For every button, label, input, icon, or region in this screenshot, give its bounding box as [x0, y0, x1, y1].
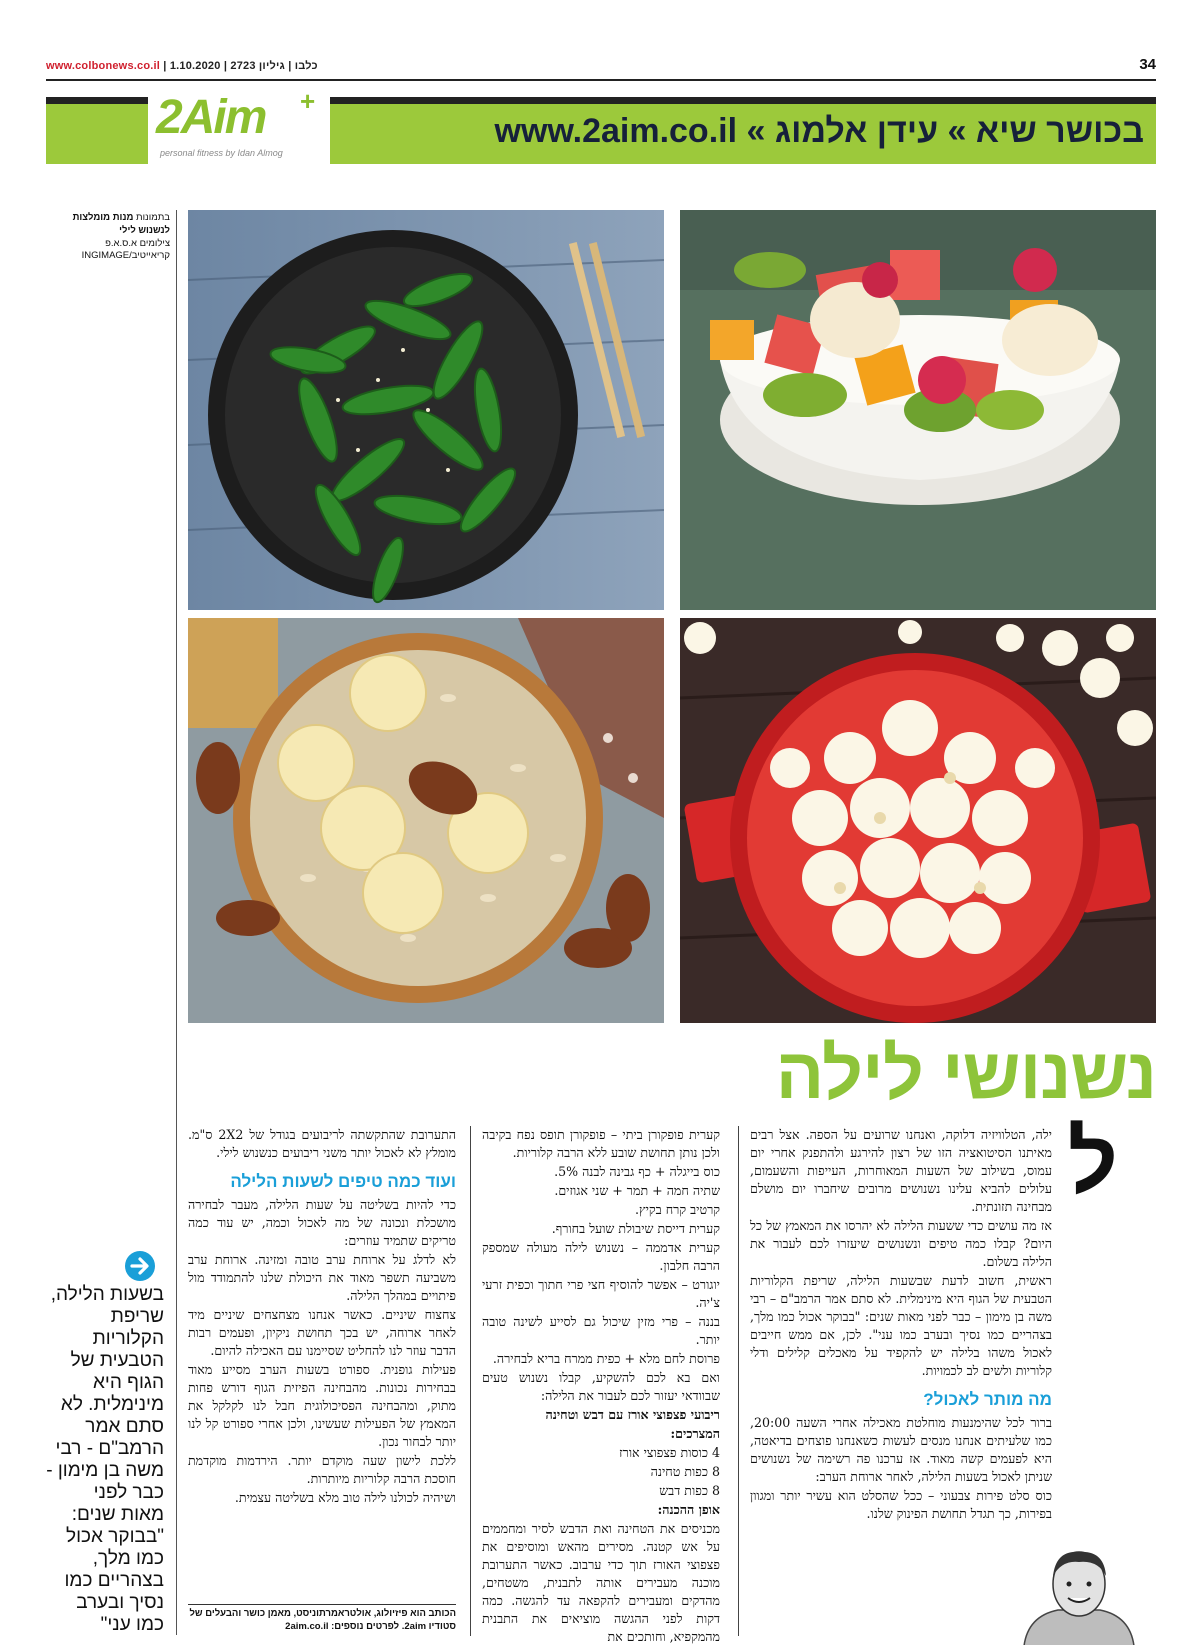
photo-fruit-salad-bowl	[680, 210, 1156, 610]
list-item: בננה – פרי מזין שיכול גם לסייע לשינה טובה יותר.	[482, 1314, 720, 1347]
subheading: מה מותר לאכול?	[923, 1390, 1052, 1409]
list-item: פרוסת לחם מלא + כפית ממרח בריא לבחירה.	[492, 1351, 720, 1366]
column-divider	[470, 1126, 471, 1636]
tip-item: צחצוח שיניים. כאשר אנחנו מצחצחים שיניים מיד לאחר ארוחה, יש בכך תחושת ניקיון, ופעמים רבות הדבר עוזר לנו להחליט שסיימנו עם האכילה להיום.	[188, 1306, 456, 1358]
photo-popcorn-bowl	[680, 618, 1156, 1023]
paragraph: ושיהיה לכולנו לילה טוב מלא בשליטה עצמית.	[234, 1489, 456, 1505]
logo-tagline: personal fitness by Idan Almog	[160, 148, 283, 158]
issue-info	[46, 60, 318, 72]
credit-photographer: צילומים א.ס.א.פ קריאייטיב/INGIMAGE	[81, 237, 170, 262]
top-rule	[46, 79, 1156, 81]
masthead-strip	[46, 58, 1156, 78]
tip-item: לא לדלג על ארוחת ערב טובה ומזינה. ארוחת ערב משביעה תשפר מאוד את היכולת שלנו להתמודד מול פיתויים במהלך הלילה.	[188, 1251, 456, 1303]
list-item: קרטיב קרח בקיץ.	[635, 1202, 720, 1217]
article-column-3	[188, 1126, 456, 1508]
credit-lead: בתמונות	[136, 212, 170, 223]
banner-title: בכושר שיא » עידן אלמוג » www.2aim.co.il	[494, 112, 1144, 150]
logo-wordmark: 2Aim	[156, 91, 266, 144]
photo-edamame-bowl	[188, 210, 664, 610]
article-column-1	[750, 1126, 1052, 1524]
method-text: מכניסים את הטחינה ואת הדבש לסיר ומחממים על אש קטנה. מסירים מהאש ומוסיפים את פצפוצי האורז תוך כדי ערבוב. כאשר התערובת מוכנה מעבירים אותה לתבנית, משטחים, מהדקים ומעבירים להקפאה עד להגשה. כמה דקות לפני ההגשה מוציאים את התבנית מהמקפיא, וחותכים את	[482, 1521, 720, 1644]
site-url[interactable]: www.colbonews.co.il	[46, 60, 161, 72]
credit-caption: מנות מומלצות לנשנוש לילי	[72, 212, 170, 236]
author-byline: הכותב הוא פיזיולוג, אולטראמרתוניסט, מאמן כושר והבעלים של סטודיו 2aim. לפרטים נוספים: 2aim.co.il	[188, 1604, 456, 1634]
paragraph: ילה, הטלוויזיה דלוקה, ואנחנו שרועים על הספה. אצל רבים מאיתנו הסיטואציה הזו של רצון להירגע ולהתפנק אחרי יום עמוס, בשילוב של השעות המאוחרות, העייפות והשעמום, עלולים להביא עלינו נשנושים מרובים שיחברו יום מושלם מבחינה תזונתית.	[750, 1127, 1052, 1214]
logo-plus: +	[300, 86, 316, 116]
paragraph: כוס סלט פירות צבעוני – ככל שהסלט הוא עשיר יותר ומגוון בפירות, כך תגדל תחושת הפינוק שלנו.	[750, 1487, 1052, 1521]
list-item: יוגורט – אפשר להוסיף חצי פרי חתוך וכפית זרעי צ'יה.	[482, 1277, 720, 1310]
photo-oatmeal-banana-bowl	[188, 618, 664, 1023]
recipe-title: ריבועי פצפוצי אורז עם דבש וטחינה	[545, 1407, 720, 1422]
article-headline: נשנושי לילה	[775, 1034, 1156, 1114]
paragraph: ראשית, חשוב לדעת שבשעות הלילה, שריפת הקלוריות הטבעית של הגוף היא מינימלית. לא סתם אמר הרמב"ם – רבי משה בן מימון – כבר לפני מאות שנים: "בבוקר אכול כמו מלך, בצהריים כמו נסיך ובערב כמו עני". לכן, אם ממש חייבים לאכול משהו בלילה יש להקפיד על מאכלים קלילים ודלי קלוריות ולשים לב לכמויות.	[750, 1273, 1052, 1378]
author-portrait	[1018, 1546, 1140, 1645]
subheading: ועוד כמה טיפים לשעות הלילה	[230, 1172, 456, 1191]
ingredient-item: 4 כוסות פצפוצי אורז	[619, 1445, 720, 1460]
issue-meta: | כלבו | גיליון 2723 | 1.10.2020	[160, 60, 318, 72]
paragraph: ברור לכל שהימנעות מוחלטת מאכילה אחרי השעה 20:00, כמו שלעיתים אנחנו מנסים לעשות כשאנחנו פוצחים בדיאטה, היא לפעמים קשה מאוד. אז ערכנו פה רשימה של נשנושים שניתן לאכול בשעות הלילה, לאחר ארוחת הערב:	[750, 1414, 1052, 1484]
tip-item: פעילות גופנית. ספורט בשעות הערב מסייע מאוד בבחירות נכונות. מהבחינה הפיזית הגוף דורש פחות מתוק, ומהבחינה הפסיכולוגית חבל לנו לקלקל את המאמץ של הפעילות שעשינו, ולכן אחרי ספורט קל לנו יותר לבחור נכון.	[188, 1361, 456, 1449]
method-title: אופן ההכנה:	[657, 1502, 720, 1517]
arrow-circle-icon	[124, 1250, 156, 1282]
tip-item: ללכת לישון שעה מוקדם יותר. הירדמות מוקדמת חוסכת הרבה קלוריות מיותרות.	[188, 1452, 456, 1486]
sidebar-divider	[176, 210, 177, 1635]
list-item: שתיה חמה + תמר + שני אגוזים.	[554, 1183, 720, 1198]
ingredient-item: 8 כפות דבש	[659, 1483, 720, 1498]
brand-logo	[148, 86, 330, 168]
drop-cap: ל	[1067, 1112, 1118, 1211]
pull-quote: בשעות הלילה, שריפת הקלוריות הטבעית של הגוף היא מינימלית. לא סתם אמר הרמב"ם - רבי משה בן מימון - כבר לפני מאות שנים: "בבוקר אכול כמו מלך, בצהריים כמו נסיך ובערב כמו עני"	[46, 1284, 164, 1636]
list-item: קערית דייסת שיבולת שועל בחורף.	[551, 1221, 720, 1236]
page-number: 34	[1139, 56, 1156, 73]
paragraph: כדי להיות בשליטה על שעות הלילה, מעבר לבחירה מושכלת ונכונה של מה לאכול וכמה, יש עוד כמה טריקים שתמיד עוזרים:	[188, 1196, 456, 1248]
paragraph: ואם בא לכם להשקיע, קבלו נשנוש טעים שבוודאי יעזור לכם לעבור את הלילה:	[482, 1370, 720, 1403]
list-item: כוס בייגלה + כף גבינה לבנה 5%.	[554, 1164, 720, 1179]
article-column-2	[482, 1126, 720, 1645]
column-divider	[738, 1126, 739, 1636]
list-item: קערית אדממה – נשנוש לילה מעולה שמספק הרבה חלבון.	[482, 1240, 720, 1273]
ingredients-title: המצרכים:	[670, 1426, 720, 1441]
ingredient-item: 8 כפות טחינה	[650, 1464, 720, 1479]
photo-credit	[46, 212, 170, 263]
paragraph: אז מה עושים כדי ששעות הלילה לא יהרסו את המאמץ של כל היום? קבלו כמה טיפים ונשנושים שיעזרו לכם לעבור את הלילה בשלום.	[750, 1218, 1052, 1269]
paragraph: התערובת שהתקשתה לריבועים בגודל של 2X2 ס"מ. מומלץ לא לאכול יותר משני ריבועים כנשנוש לילי.	[188, 1127, 456, 1160]
list-item: קערית פופקורן ביתי – פופקורן תופס נפח בקיבה ולכן נותן תחושת שובע ללא הרבה קלוריות.	[482, 1127, 720, 1160]
